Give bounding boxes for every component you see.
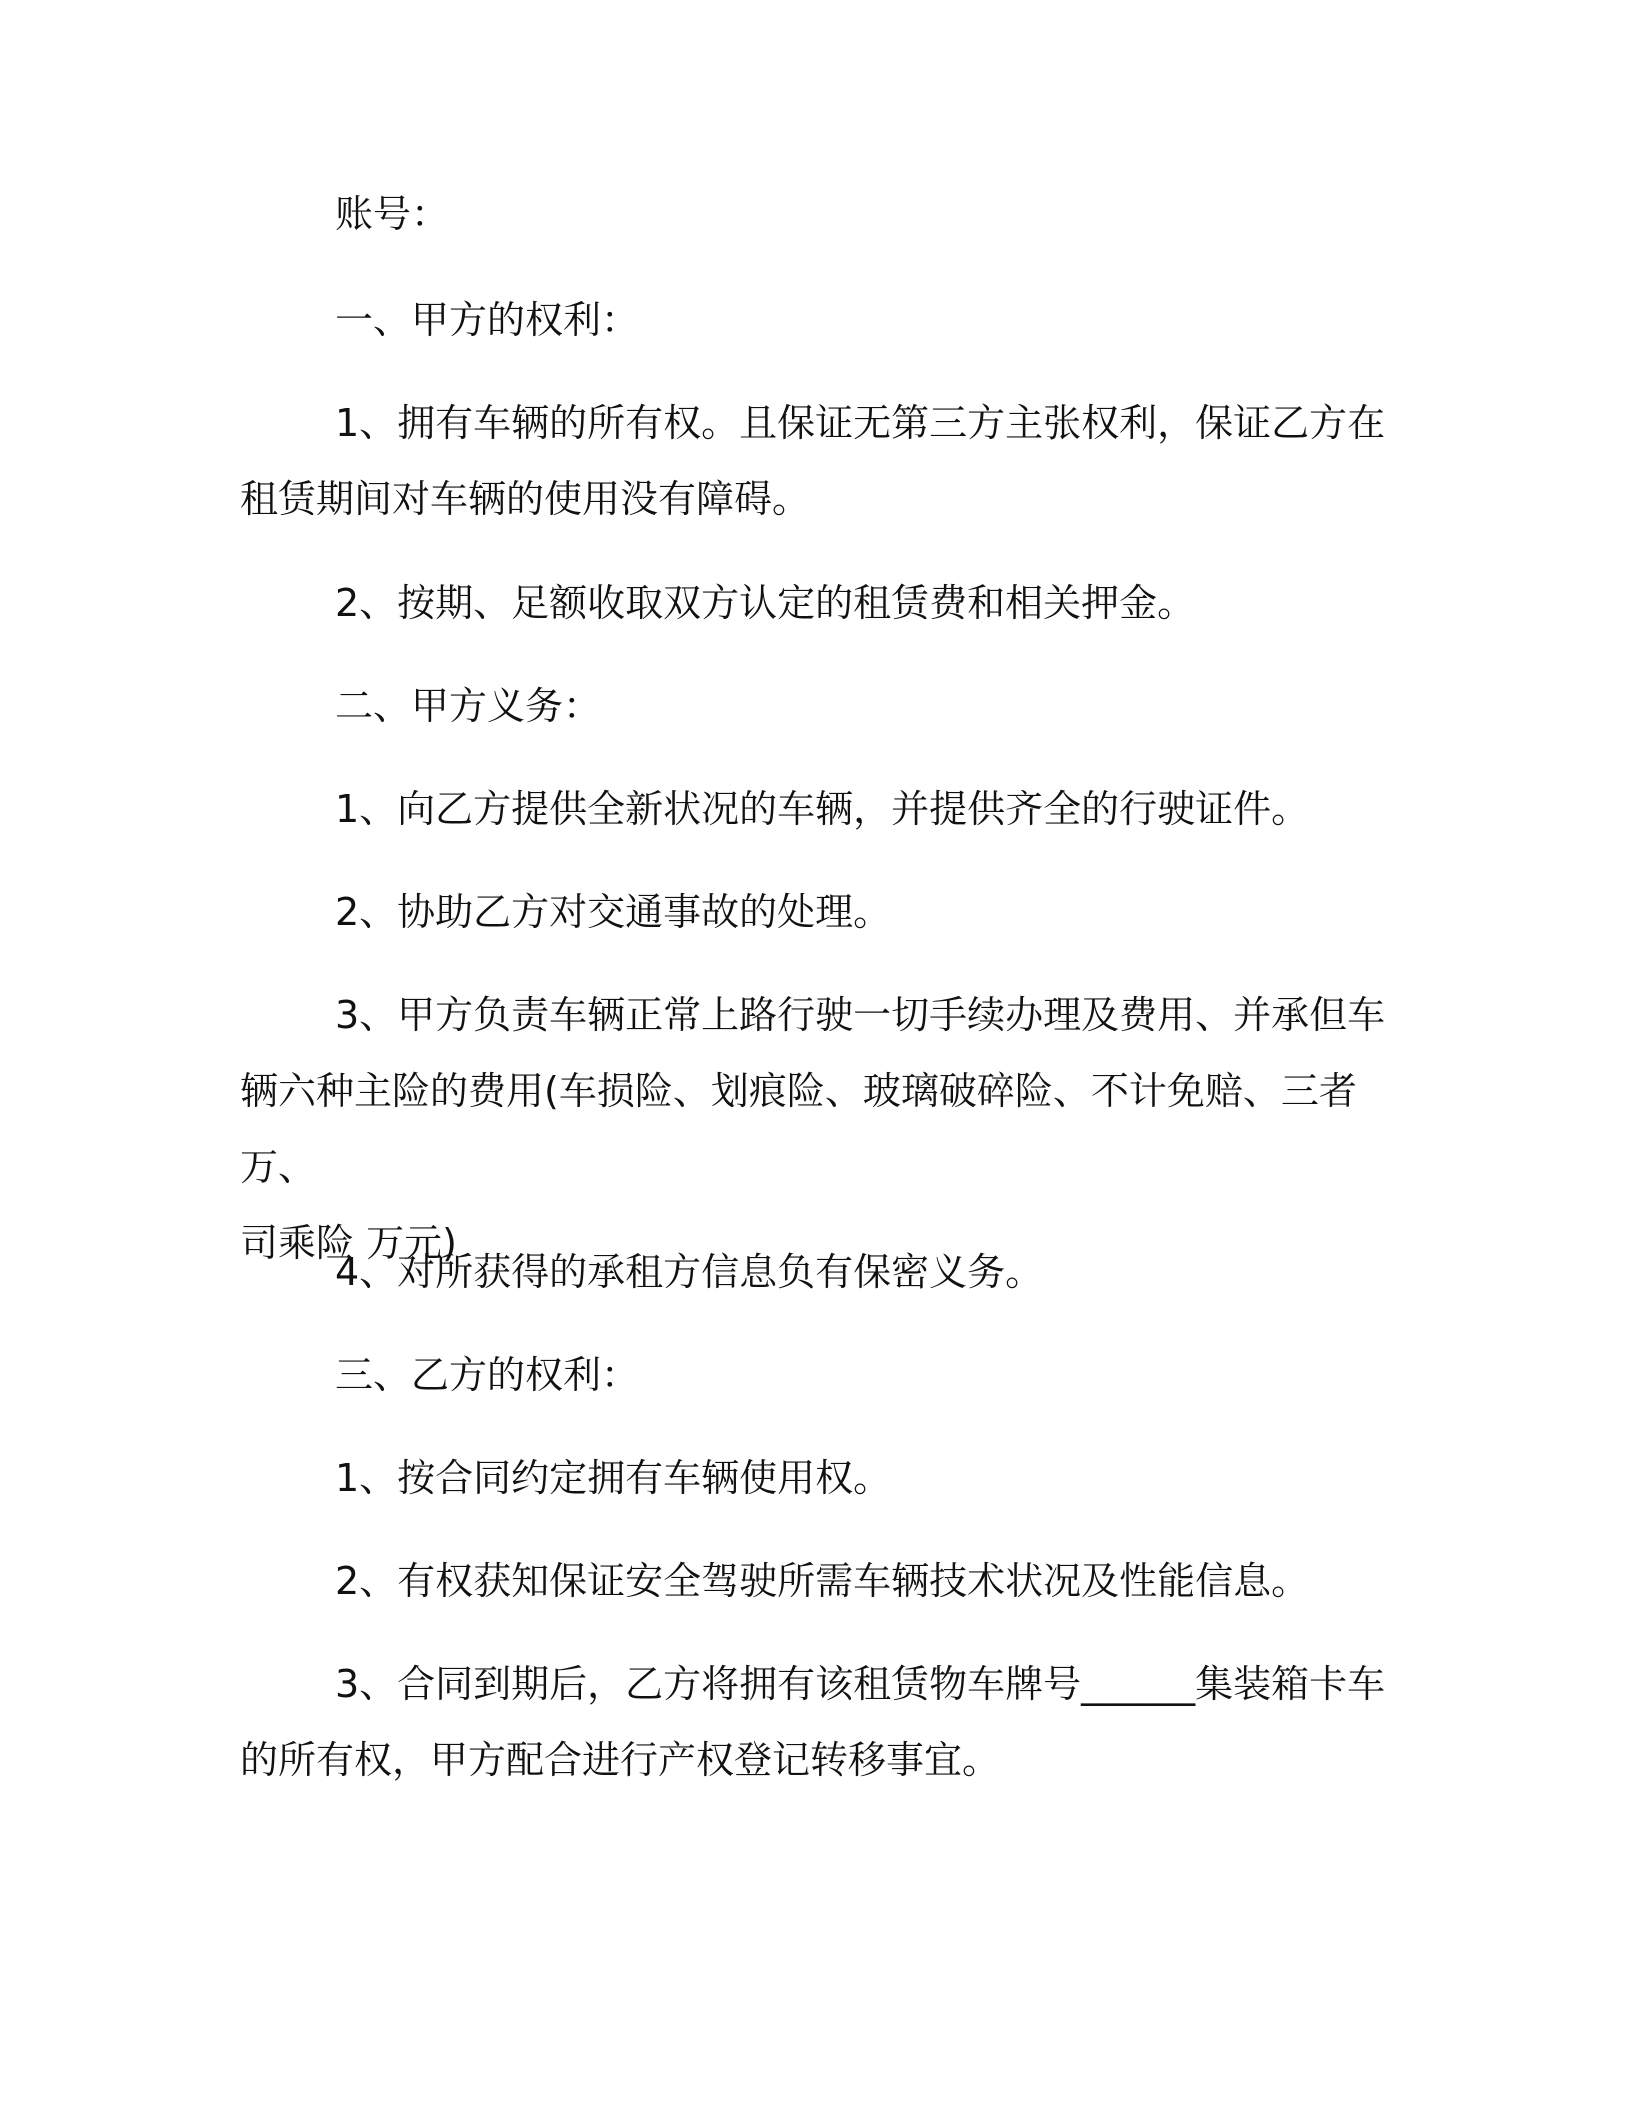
section-3-item-3 — [240, 1646, 1400, 1798]
account-label — [240, 176, 1400, 252]
section-3-item-1 — [240, 1440, 1400, 1516]
paragraph-line: 辆六种主险的费用(车损险、划痕险、玻璃破碎险、不计免赔、三者 万、 — [240, 1069, 1357, 1189]
paragraph-line: 3、合同到期后，乙方将拥有该租赁物车牌号______集装箱卡车 — [335, 1662, 1386, 1706]
section-1-item-1 — [240, 385, 1400, 537]
paragraph-line: 租赁期间对车辆的使用没有障碍。 — [240, 477, 811, 521]
paragraph-line: 三、乙方的权利： — [335, 1353, 640, 1397]
paragraph-line: 的所有权，甲方配合进行产权登记转移事宜。 — [240, 1738, 1001, 1782]
paragraph-line: 4、对所获得的承租方信息负有保密义务。 — [335, 1250, 1044, 1294]
paragraph-line: 3、甲方负责车辆正常上路行驶一切手续办理及费用、并承但车 — [335, 993, 1386, 1037]
paragraph-line: 1、按合同约定拥有车辆使用权。 — [335, 1456, 892, 1500]
paragraph-line: 2、按期、足额收取双方认定的租赁费和相关押金。 — [335, 581, 1196, 625]
section-2-item-1 — [240, 771, 1400, 847]
section-2-item-2 — [240, 874, 1400, 950]
section-2-item-4 — [240, 1234, 1400, 1310]
section-1-title — [240, 282, 1400, 358]
section-1-item-2 — [240, 565, 1400, 641]
paragraph-line: 1、向乙方提供全新状况的车辆，并提供齐全的行驶证件。 — [335, 787, 1310, 831]
paragraph-line: 2、协助乙方对交通事故的处理。 — [335, 890, 892, 934]
section-2-title — [240, 668, 1400, 744]
paragraph-line: 账号： — [335, 192, 450, 236]
paragraph-line: 一、甲方的权利： — [335, 298, 640, 342]
paragraph-line: 1、拥有车辆的所有权。且保证无第三方主张权利，保证乙方在 — [335, 401, 1386, 445]
section-3-item-2 — [240, 1543, 1400, 1619]
paragraph-line: 2、有权获知保证安全驾驶所需车辆技术状况及性能信息。 — [335, 1559, 1310, 1603]
paragraph-line: 司乘险 万元) — [240, 1221, 457, 1265]
section-3-title — [240, 1337, 1400, 1413]
paragraph-line: 二、甲方义务： — [335, 684, 602, 728]
